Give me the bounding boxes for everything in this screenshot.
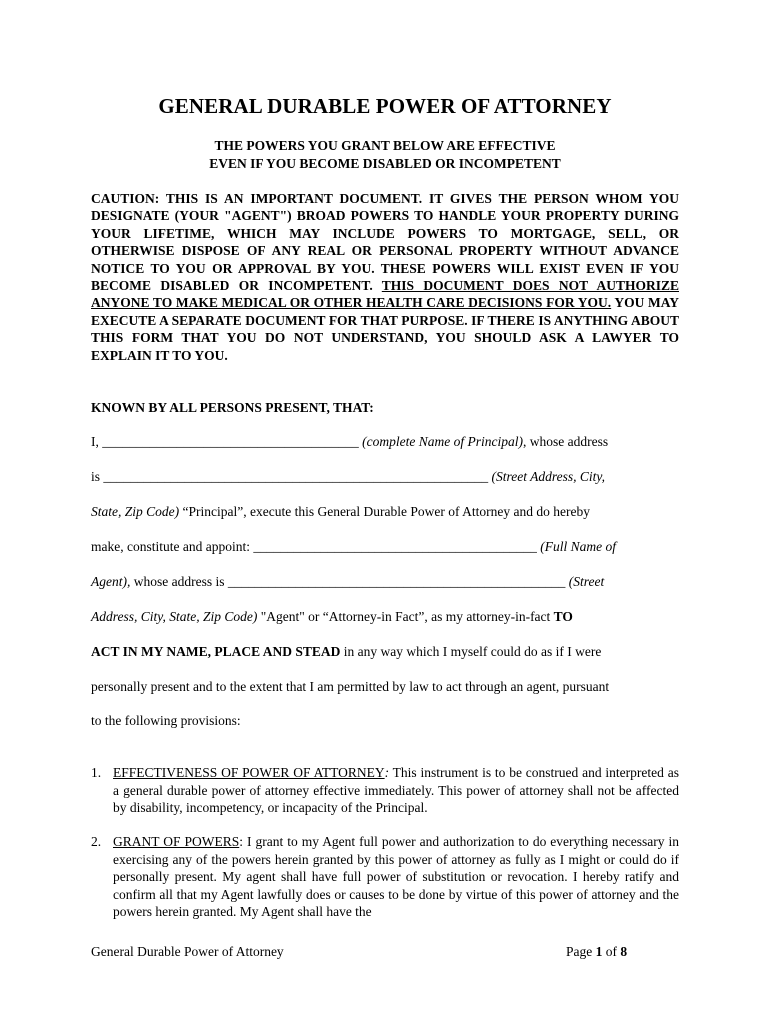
caution-underlined-text: THIS DOCUMENT DOES NOT AUTHORIZE ANYONE TO MAKE MEDICAL OR OTHER HEALTH CARE DECISIONS FOR YOU. [91,278,679,311]
act-in-name-bold: ACT IN MY NAME, PLACE AND STEAD [91,644,341,659]
caution-paragraph [91,190,679,364]
subtitle-line-1: THE POWERS YOU GRANT BELOW ARE EFFECTIVE [214,138,556,153]
provision-1 [91,764,679,817]
principal-name-line [91,434,679,450]
document-title: GENERAL DURABLE POWER OF ATTORNEY [158,94,612,118]
execute-text: “Principal”, execute this General Durable Power of Attorney and do hereby [179,504,590,519]
agent-name-blank[interactable]: make, constitute and appoint: __________________________________________ [91,539,541,554]
personally-present-line: personally present and to the extent that I am permitted by law to act through an agent, pursuant [91,679,610,694]
attorney-in-fact-text: "Agent" or “Attorney-in Fact”, as my attorney-in-fact [257,609,554,624]
caution-text-1: CAUTION: THIS IS AN IMPORTANT DOCUMENT. IT GIVES THE PERSON WHOM YOU DESIGNATE (YOUR "AGENT") BROAD POWERS TO HANDLE YOUR PROPERTY DURING YOUR LIFETIME, WHICH MAY INCLUDE POWERS TO MORTGAGE, SELL, OR OTHERWISE DISPOSE OF ANY REAL OR PERSONAL PROPERTY WITHOUT ADVANCE NOTICE TO YOU OR APPROVAL BY YOU. THESE POWERS WILL EXIST EVEN IF YOU BECOME DISABLED OR INCOMPETENT. [91,191,679,294]
agent-address-hint: (Street [568,574,605,589]
principal-name-blank[interactable]: I, ______________________________________ [91,434,363,449]
agent-name-hint-cont: Agent), [91,574,131,589]
principal-name-hint: (complete Name of Principal) [362,434,523,449]
provision-2-body [113,833,679,921]
agent-address-line [91,574,679,590]
subtitle-line-2: EVEN IF YOU BECOME DISABLED OR INCOMPETENT [209,156,561,171]
provision-2-number: 2. [91,834,102,849]
act-in-name-text: in any way which I myself could do as if I were [340,644,602,659]
principal-address-hint-cont: State, Zip Code) [91,504,180,519]
caution-text-2: YOU MAY EXECUTE A SEPARATE DOCUMENT FOR THAT PURPOSE. IF THERE IS ANYTHING ABOUT THIS FORM THAT YOU DO NOT UNDERSTAND, YOU SHOULD ASK A LAWYER TO EXPLAIN IT TO YOU. [91,295,679,363]
page-current: 1 [595,944,603,959]
to-bold: TO [553,609,573,624]
provision-2-text: : I grant to my Agent full power and authorization to do everything necessary in exercising any of the powers herein granted by this power of attorney as fully as I might or could do if personally present. My agent shall have full power of substitution or revocation. I hereby ratify and confirm all that my Agent lawfully does or causes to be done by virtue of this power of attorney and the powers herein granted. My Agent shall have the [113,834,679,920]
agent-name-line [91,539,679,555]
provision-2 [91,833,679,921]
provision-2-heading: GRANT OF POWERS [113,834,240,849]
principal-address-blank[interactable]: is _________________________________________________________ [91,469,492,484]
provision-1-heading: EFFECTIVENESS OF POWER OF ATTORNEY [113,765,385,780]
agent-address-hint-cont: Address, City, State, Zip Code) [91,609,258,624]
footer-title: General Durable Power of Attorney [91,944,284,959]
provision-1-colon: : [384,765,390,780]
agent-name-hint: (Full Name of [540,539,616,554]
principal-address-hint: (Street Address, City, [491,469,606,484]
provisions-line: to the following provisions: [91,713,241,728]
provision-1-body [113,764,679,817]
principal-address-line [91,469,679,485]
attorney-in-fact-line [91,609,679,625]
footer-page-number [566,944,627,960]
provision-1-text: This instrument is to be construed and interpreted as a general durable power of attorney effective immediately. This power of attorney shall not be affected by disability, incompetency, or incapacity of the Principal. [113,765,679,816]
page-of-label: of [602,944,621,959]
agent-address-blank[interactable]: whose address is __________________________________________________ [130,574,569,589]
act-in-name-line [91,644,679,660]
provision-1-number: 1. [91,765,102,780]
execute-line [91,504,679,520]
known-by-heading: KNOWN BY ALL PERSONS PRESENT, THAT: [91,400,374,415]
page-label: Page [566,944,596,959]
line1-text: , whose address [522,434,609,449]
page-total: 8 [620,944,628,959]
